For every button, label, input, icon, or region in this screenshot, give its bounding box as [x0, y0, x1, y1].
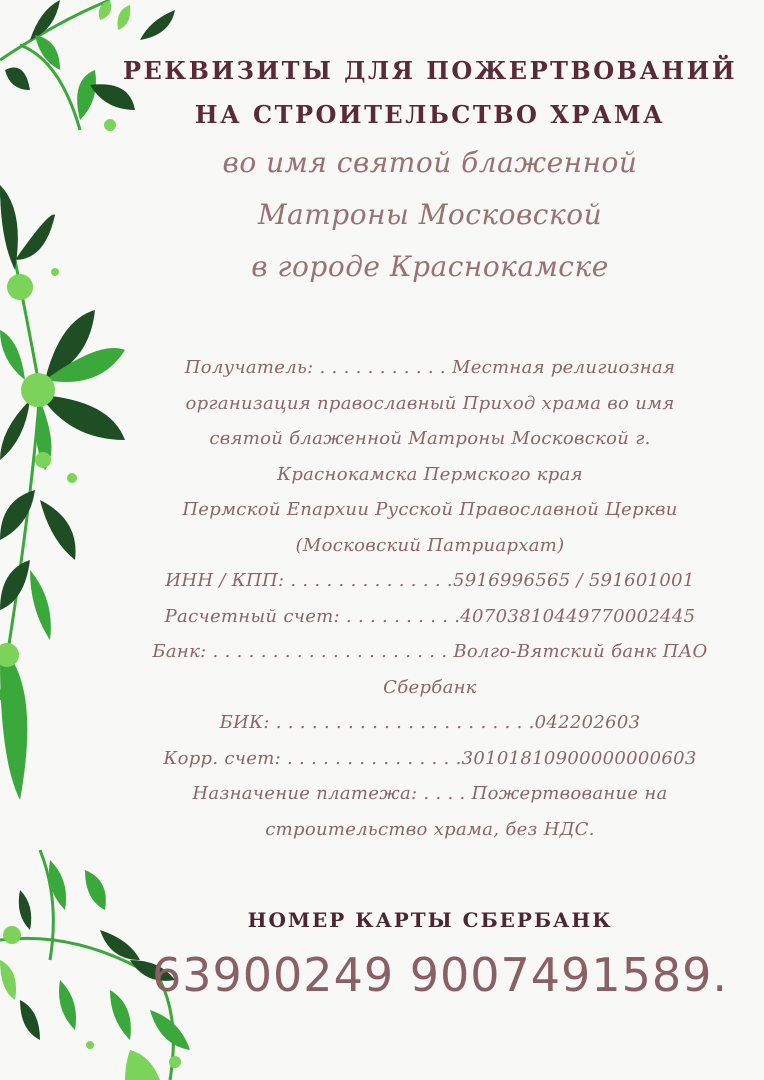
recipient-line: святой блаженной Матроны Московской г. — [209, 428, 651, 449]
recipient-line: (Московский Патриархат) — [295, 534, 565, 556]
bik-line: БИК: . . . . . . . . . . . . . . . . . . . . . .042202603 — [219, 712, 641, 733]
recipient-line: Пермской Епархии Русской Православной Церкви — [182, 499, 678, 520]
account-line: Расчетный счет: . . . . . . . . . .40703810449770002445 — [164, 605, 696, 627]
recipient-line: Краснокамска Пермского края — [277, 463, 583, 485]
purpose-line: строительство храма, без НДС. — [265, 818, 595, 840]
middle-leaves-icon — [0, 185, 125, 800]
corr-account-line: Корр. счет: . . . . . . . . . . . . . . .30101810900000000603 — [163, 747, 697, 769]
bank-line: Сбербанк — [383, 676, 477, 698]
card-number: 63900249 9007491589. — [151, 948, 729, 1002]
page-title-line-2: НА СТРОИТЕЛЬСТВО ХРАМА — [194, 100, 666, 129]
page-title-line-1: РЕКВИЗИТЫ ДЛЯ ПОЖЕРТВОВАНИЙ — [122, 56, 738, 85]
inn-kpp-line: ИНН / КПП: . . . . . . . . . . . . . .5916996565 / 591601001 — [165, 570, 695, 591]
payment-details — [120, 350, 740, 847]
subtitle-line-1: во имя святой блаженной — [222, 146, 638, 179]
bank-line: Банк: . . . . . . . . . . . . . . . . . . . . Волго-Вятский банк ПАО — [152, 641, 708, 662]
card-title: НОМЕР КАРТЫ СБЕРБАНК — [247, 908, 613, 932]
recipient-line: Получатель: . . . . . . . . . . . Местная религиозная — [184, 357, 676, 378]
subtitle-line-2: Матроны Московской — [257, 198, 603, 231]
subtitle-line-3: в городе Краснокамске — [251, 250, 609, 283]
purpose-line: Назначение платежа: . . . . Пожертвование на — [192, 783, 668, 804]
recipient-line: организация православный Приход храма во имя — [185, 392, 675, 414]
